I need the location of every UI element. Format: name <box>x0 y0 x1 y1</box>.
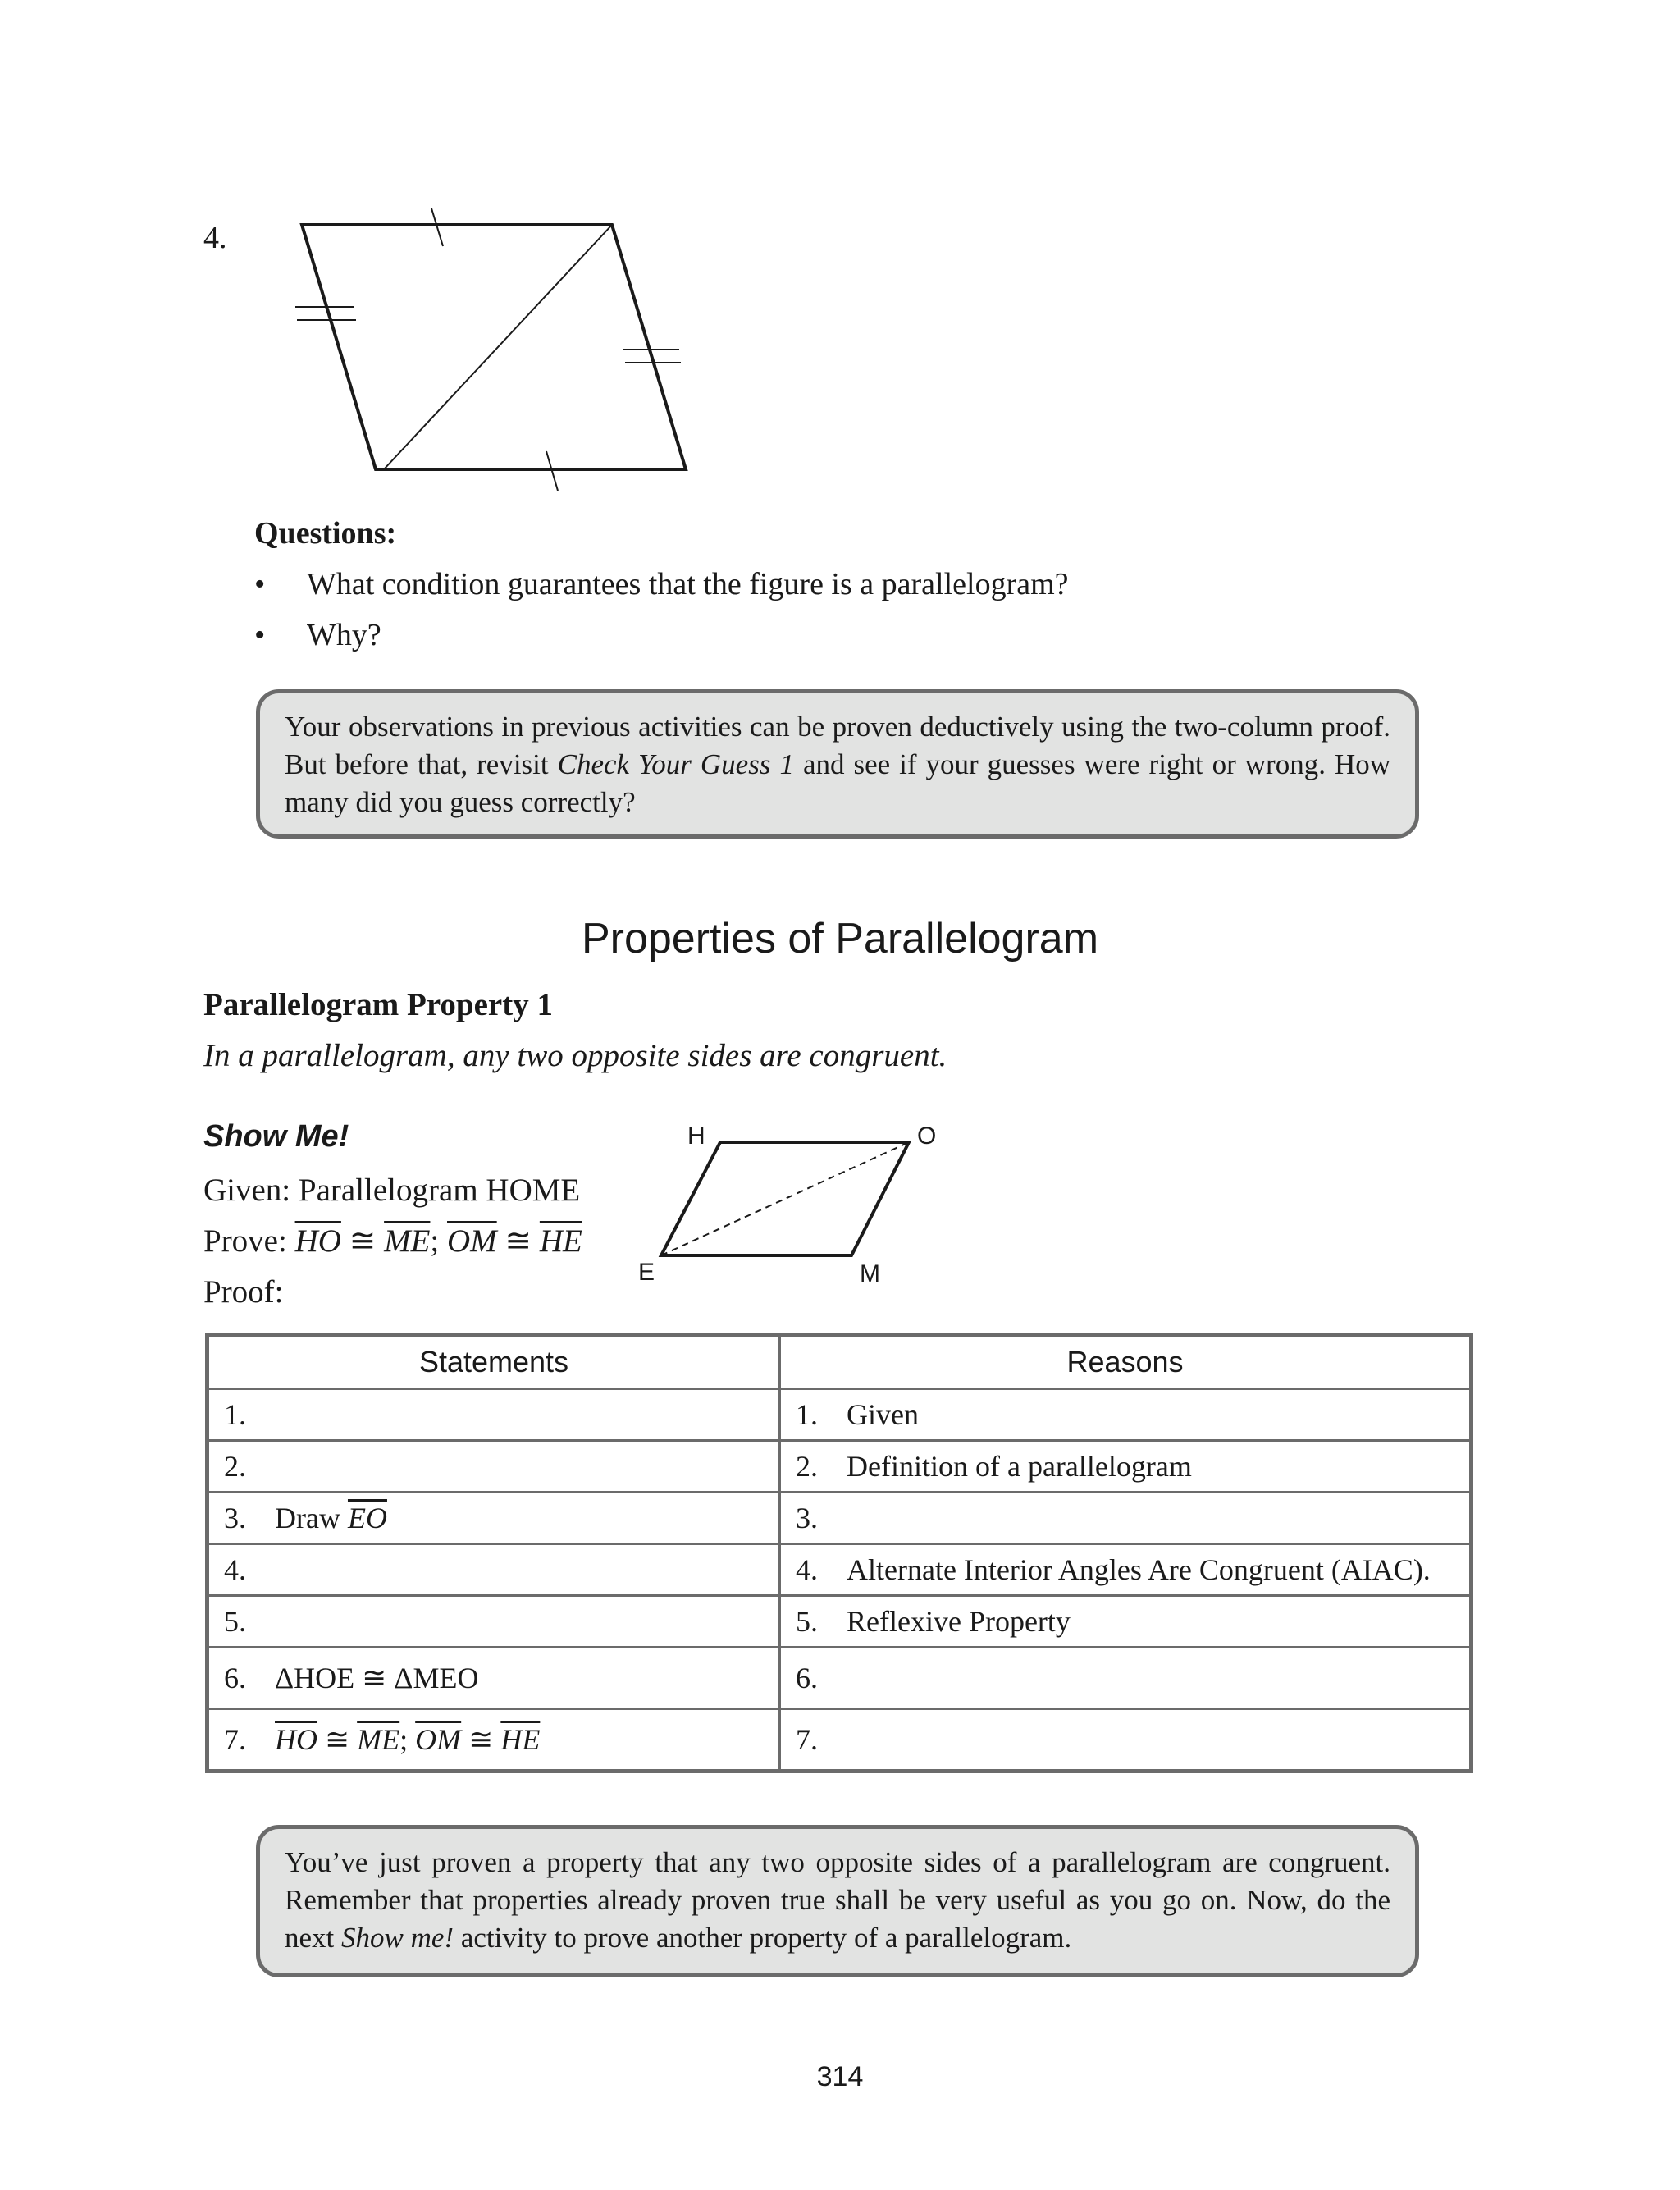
note-text: activity to prove another property of a parallelogram. <box>454 1922 1072 1954</box>
parallelogram-diagonal <box>384 225 612 469</box>
table-header-row <box>208 1335 1472 1389</box>
statement-cell <box>208 1441 780 1493</box>
prove-line <box>203 1223 582 1260</box>
reason-number: 4. <box>796 1553 818 1586</box>
given-line <box>203 1172 580 1209</box>
segment-me: $\overline{ME}$ <box>384 1223 431 1259</box>
reason-number: 5. <box>796 1605 818 1638</box>
reason-number: 7. <box>796 1723 818 1756</box>
statement-cell <box>208 1648 780 1709</box>
segment-me: $\overline{ME}$ <box>357 1723 400 1756</box>
segment-ho: $\overline{HO}$ <box>275 1723 317 1756</box>
statement-cell <box>208 1493 780 1544</box>
reason-number: 1. <box>796 1398 818 1431</box>
page-number: 314 <box>816 2061 864 2092</box>
statement-cell <box>208 1709 780 1772</box>
label-m: M <box>860 1260 880 1287</box>
reason-text: Given <box>847 1398 919 1431</box>
reason-text: Reflexive Property <box>847 1605 1071 1638</box>
segment-ho: $\overline{HO}$ <box>294 1223 341 1259</box>
reason-cell <box>780 1441 1472 1493</box>
note-emphasis: Check Your Guess 1 <box>557 748 794 780</box>
label-o: O <box>917 1122 937 1150</box>
statement-number: 2. <box>224 1450 246 1483</box>
note-text: You’ve just proven a property that any two opposite sides of a parallelogram are congruent. Remember that properties already proven true shall be very useful as you go on. Now, do the next <box>285 1846 1390 1954</box>
segment-om: $\overline{OM}$ <box>415 1723 462 1756</box>
question-item <box>254 566 1069 602</box>
statement-number: 6. <box>224 1662 246 1694</box>
item-number: 4. <box>203 221 227 255</box>
note-emphasis: Show me! <box>341 1922 454 1954</box>
segment-eo: $\overline{EO}$ <box>347 1502 387 1534</box>
questions-heading: Questions: <box>254 516 397 551</box>
reason-cell <box>780 1648 1472 1709</box>
reason-number: 6. <box>796 1662 818 1694</box>
bullet: • <box>254 618 266 652</box>
congruent-symbol: ≅ <box>325 1723 350 1756</box>
property-heading: Parallelogram Property 1 <box>203 987 553 1022</box>
statement-number: 7. <box>224 1723 246 1756</box>
reason-number: 3. <box>796 1502 818 1534</box>
table-row <box>208 1709 1472 1772</box>
parallelogram-outline <box>302 225 686 469</box>
table-row <box>208 1544 1472 1596</box>
table-row <box>208 1648 1472 1709</box>
statement-text: ΔHOE ≅ ΔMEO <box>275 1662 479 1694</box>
note-text: and see if your guesses were right or wrong. How many did you guess correctly? <box>285 748 1390 818</box>
separator: ; <box>430 1223 448 1259</box>
reason-cell <box>780 1709 1472 1772</box>
congruent-symbol: ≅ <box>504 1223 532 1259</box>
note-box <box>256 689 1419 839</box>
tick-top <box>431 208 443 246</box>
parallelogram-figure <box>279 197 705 509</box>
question-text: What condition guarantees that the figure is a parallelogram? <box>307 567 1069 601</box>
proof-table <box>205 1333 1473 1773</box>
question-text: Why? <box>307 618 381 652</box>
property-statement: In a parallelogram, any two opposite sides are congruent. <box>203 1038 947 1073</box>
statement-number: 4. <box>224 1553 246 1586</box>
segment-he: $\overline{HE}$ <box>500 1723 541 1756</box>
segment-he: $\overline{HE}$ <box>539 1223 582 1259</box>
reason-text: Definition of a parallelogram <box>847 1450 1192 1483</box>
parallelogram-home-figure <box>632 1116 976 1288</box>
statement-cell <box>208 1596 780 1648</box>
note-box <box>256 1825 1419 1977</box>
reason-cell <box>780 1493 1472 1544</box>
proof-label: Proof: <box>203 1274 284 1310</box>
section-title: Properties of Parallelogram <box>581 915 1099 962</box>
statement-number: 5. <box>224 1605 246 1638</box>
table-row <box>208 1493 1472 1544</box>
statement-number: 1. <box>224 1398 246 1431</box>
table-row <box>208 1596 1472 1648</box>
congruent-symbol: ≅ <box>468 1723 494 1756</box>
header-reasons: Reasons <box>780 1335 1472 1389</box>
label-e: E <box>638 1259 655 1286</box>
congruent-symbol: ≅ <box>349 1223 377 1259</box>
reason-cell <box>780 1596 1472 1648</box>
given-prefix: Given: <box>203 1173 299 1208</box>
reason-number: 2. <box>796 1450 818 1483</box>
separator: ; <box>399 1723 416 1756</box>
diagonal-eo <box>661 1142 909 1255</box>
segment-om: $\overline{OM}$ <box>447 1223 497 1259</box>
table-row <box>208 1389 1472 1441</box>
reason-cell <box>780 1389 1472 1441</box>
show-me-label: Show Me! <box>203 1119 349 1154</box>
bullet: • <box>254 567 266 601</box>
given-value: Parallelogram HOME <box>298 1173 581 1208</box>
reason-text: Alternate Interior Angles Are Congruent (AIAC). <box>847 1553 1431 1586</box>
prove-prefix: Prove: <box>203 1223 295 1259</box>
header-statements: Statements <box>208 1335 780 1389</box>
reason-cell <box>780 1544 1472 1596</box>
statement-text: Draw <box>275 1502 348 1534</box>
statement-cell <box>208 1544 780 1596</box>
table-row <box>208 1441 1472 1493</box>
label-h: H <box>687 1122 705 1150</box>
statement-number: 3. <box>224 1502 246 1534</box>
question-item <box>254 617 381 653</box>
note-text: Your observations in previous activities can be proven deductively using the two-column proof. But before that, revisit <box>285 711 1390 780</box>
statement-cell <box>208 1389 780 1441</box>
